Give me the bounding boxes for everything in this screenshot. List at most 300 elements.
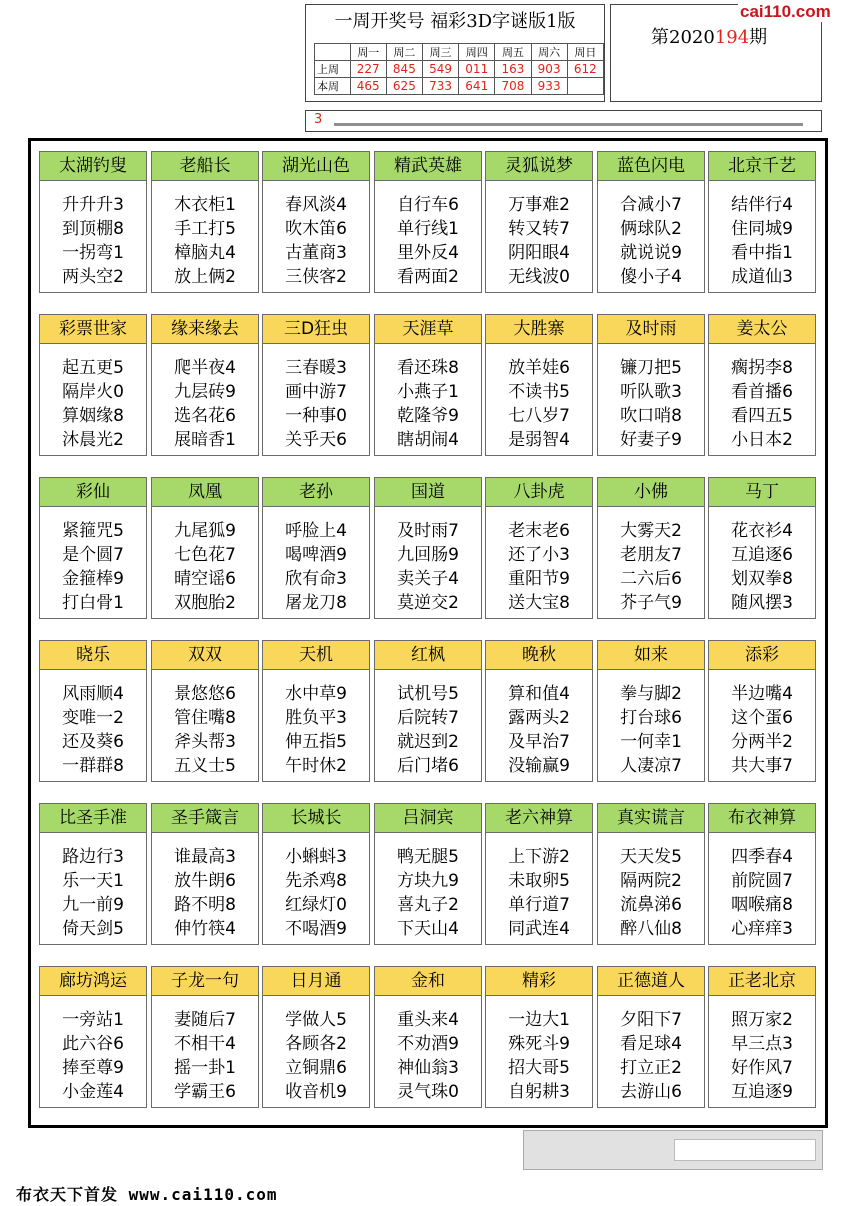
- corner-cell: [315, 44, 351, 61]
- riddle-line: 及早治7: [508, 732, 570, 752]
- riddle-line: 不劝酒9: [397, 1034, 459, 1054]
- riddle-line: 四季春4: [731, 847, 793, 867]
- riddle-line: 芥子气9: [620, 593, 682, 613]
- draw-number: 227: [350, 61, 386, 78]
- strip-rule: [334, 123, 803, 126]
- riddle-line: 胜负平3: [285, 708, 347, 728]
- draw-number: 465: [350, 78, 386, 95]
- card-riddle-lines: [486, 670, 592, 778]
- card-author: 圣手箴言: [152, 804, 258, 833]
- riddle-line: 关乎天6: [285, 430, 347, 450]
- riddle-line: 小蝌蚪3: [285, 847, 347, 867]
- riddle-line: 捧至尊9: [62, 1058, 124, 1078]
- riddle-line: 卖关子4: [397, 569, 459, 589]
- riddle-line: 重头来4: [397, 1010, 459, 1030]
- card-riddle-lines: [152, 996, 258, 1104]
- riddle-line: 到顶棚8: [62, 219, 124, 239]
- riddle-card: [597, 151, 705, 293]
- riddle-line: 招大哥5: [508, 1058, 570, 1078]
- riddle-line: 一种事0: [285, 406, 347, 426]
- riddle-line: 放羊娃6: [508, 358, 570, 378]
- riddle-line: 吹木笛6: [285, 219, 347, 239]
- riddle-line: 人凄凉7: [620, 756, 682, 776]
- riddle-line: 老末老6: [508, 521, 570, 541]
- weekday-cell: 周日: [567, 44, 603, 61]
- card-author: 蓝色闪电: [598, 152, 704, 181]
- riddle-line: 老朋友7: [620, 545, 682, 565]
- card-author: 老船长: [152, 152, 258, 181]
- riddle-line: 隔两院2: [620, 871, 682, 891]
- riddle-line: 单行道7: [508, 895, 570, 915]
- card-author: 布衣神算: [709, 804, 815, 833]
- card-author: 小佛: [598, 478, 704, 507]
- riddle-card: [485, 803, 593, 945]
- weekday-header-row: [315, 44, 604, 61]
- riddle-line: 就说说9: [620, 243, 682, 263]
- riddle-line: 立铜鼎6: [285, 1058, 347, 1078]
- riddle-line: 自行车6: [397, 195, 459, 215]
- card-riddle-lines: [263, 670, 369, 778]
- card-author: 姜太公: [709, 315, 815, 344]
- riddle-line: 后门堵6: [397, 756, 459, 776]
- riddle-line: 看中指1: [731, 243, 793, 263]
- riddle-line: 呼脸上4: [285, 521, 347, 541]
- card-riddle-lines: [709, 181, 815, 289]
- riddle-line: 小燕子1: [397, 382, 459, 402]
- riddle-line: 景悠悠6: [174, 684, 236, 704]
- riddle-card: [151, 966, 259, 1108]
- riddle-line: 九尾狐9: [174, 521, 236, 541]
- draw-number: 845: [386, 61, 422, 78]
- riddle-line: 还及葵6: [62, 732, 124, 752]
- riddle-line: 选名花6: [174, 406, 236, 426]
- riddle-line: 露两头2: [508, 708, 570, 728]
- issue-label: [651, 23, 767, 49]
- card-riddle-lines: [40, 507, 146, 615]
- riddle-card: [262, 640, 370, 782]
- riddle-card: [151, 640, 259, 782]
- card-author: 双双: [152, 641, 258, 670]
- riddle-board: [28, 138, 828, 1128]
- riddle-line: 九层砖9: [174, 382, 236, 402]
- riddle-line: 斧头帮3: [174, 732, 236, 752]
- riddle-line: 半边嘴4: [731, 684, 793, 704]
- riddle-card: [374, 640, 482, 782]
- riddle-line: 下天山4: [397, 919, 459, 939]
- last-week-row: [315, 61, 604, 78]
- riddle-card: [374, 803, 482, 945]
- riddle-line: 共大事7: [731, 756, 793, 776]
- riddle-line: 结伴行4: [731, 195, 793, 215]
- card-author: 天机: [263, 641, 369, 670]
- riddle-card: [374, 151, 482, 293]
- card-riddle-lines: [375, 344, 481, 452]
- riddle-line: 里外反4: [397, 243, 459, 263]
- riddle-card: [262, 966, 370, 1108]
- riddle-line: 咽喉痛8: [731, 895, 793, 915]
- draw-number: 641: [459, 78, 495, 95]
- riddle-line: 醉八仙8: [620, 919, 682, 939]
- card-riddle-lines: [263, 507, 369, 615]
- riddle-line: 三春暖3: [285, 358, 347, 378]
- riddle-line: 双胞胎2: [174, 593, 236, 613]
- riddle-line: 转又转7: [508, 219, 570, 239]
- riddle-line: 镰刀把5: [620, 358, 682, 378]
- draw-number: 625: [386, 78, 422, 95]
- page-title: 一周开奖号 福彩3D字谜版1版: [334, 11, 576, 32]
- riddle-line: 算和值4: [508, 684, 570, 704]
- site-logo[interactable]: cai110.com: [740, 2, 831, 21]
- riddle-line: 灵气珠0: [397, 1082, 459, 1102]
- riddle-card: [485, 151, 593, 293]
- riddle-card: [597, 314, 705, 456]
- riddle-line: 是弱智4: [508, 430, 570, 450]
- riddle-card: [485, 640, 593, 782]
- riddle-line: 划双拳8: [731, 569, 793, 589]
- riddle-line: 无线波0: [508, 267, 570, 287]
- riddle-line: 手工打5: [174, 219, 236, 239]
- riddle-card: [151, 314, 259, 456]
- draw-number: 163: [495, 61, 531, 78]
- riddle-line: 听队歌3: [620, 382, 682, 402]
- riddle-line: 九一前9: [62, 895, 124, 915]
- riddle-line: 放上俩2: [174, 267, 236, 287]
- card-author: 吕洞宾: [375, 804, 481, 833]
- riddle-line: 各顾各2: [285, 1034, 347, 1054]
- riddle-line: 互追逐9: [731, 1082, 793, 1102]
- riddle-card: [708, 966, 816, 1108]
- riddle-card: [485, 314, 593, 456]
- riddle-card: [262, 314, 370, 456]
- draw-number: 612: [567, 61, 603, 78]
- card-riddle-lines: [486, 833, 592, 941]
- riddle-line: 后院转7: [397, 708, 459, 728]
- card-riddle-lines: [375, 833, 481, 941]
- card-riddle-lines: [375, 507, 481, 615]
- riddle-line: 沐晨光2: [62, 430, 124, 450]
- card-author: 灵狐说梦: [486, 152, 592, 181]
- riddle-card: [597, 640, 705, 782]
- card-author: 精彩: [486, 967, 592, 996]
- card-author: 晓乐: [40, 641, 146, 670]
- weekday-cell: 周三: [422, 44, 458, 61]
- draw-number: 733: [422, 78, 458, 95]
- riddle-line: 一群群8: [62, 756, 124, 776]
- riddle-line: 及时雨7: [397, 521, 459, 541]
- riddle-line: 试机号5: [397, 684, 459, 704]
- riddle-line: 傻小子4: [620, 267, 682, 287]
- footer-inner-box: [674, 1139, 816, 1161]
- card-author: 子龙一句: [152, 967, 258, 996]
- riddle-line: 还了小3: [508, 545, 570, 565]
- card-author: 金和: [375, 967, 481, 996]
- riddle-line: 晴空谣6: [174, 569, 236, 589]
- draw-number: 933: [531, 78, 567, 95]
- riddle-line: 隔岸火0: [62, 382, 124, 402]
- riddle-line: 互追逐6: [731, 545, 793, 565]
- riddle-line: 就迟到2: [397, 732, 459, 752]
- card-author: 老六神算: [486, 804, 592, 833]
- riddle-line: 未取卵5: [508, 871, 570, 891]
- card-riddle-lines: [598, 996, 704, 1104]
- card-riddle-lines: [263, 833, 369, 941]
- riddle-line: 升升升3: [62, 195, 124, 215]
- riddle-card: [708, 477, 816, 619]
- card-author: 凤凰: [152, 478, 258, 507]
- card-author: 廊坊鸿运: [40, 967, 146, 996]
- riddle-line: 上下游2: [508, 847, 570, 867]
- riddle-line: 俩球队2: [620, 219, 682, 239]
- riddle-line: 二六后6: [620, 569, 682, 589]
- riddle-line: 看还珠8: [397, 358, 459, 378]
- riddle-card: [597, 966, 705, 1108]
- riddle-line: 欣有命3: [285, 569, 347, 589]
- riddle-card: [39, 477, 147, 619]
- riddle-line: 一边大1: [508, 1010, 570, 1030]
- riddle-line: 木衣柜1: [174, 195, 236, 215]
- issue-prefix: 第2020: [651, 27, 715, 48]
- card-riddle-lines: [486, 181, 592, 289]
- footer-box: [523, 1130, 823, 1170]
- riddle-card: [151, 803, 259, 945]
- footer-publisher: 布衣天下首发 www.cai110.com: [16, 1185, 278, 1204]
- riddle-card: [39, 803, 147, 945]
- riddle-line: 重阳节9: [508, 569, 570, 589]
- riddle-line: 住同城9: [731, 219, 793, 239]
- riddle-card: [485, 477, 593, 619]
- row-label: 上周: [315, 61, 351, 78]
- draw-number: 011: [459, 61, 495, 78]
- issue-suffix: 期: [749, 27, 768, 48]
- riddle-card: [374, 477, 482, 619]
- riddle-line: 阴阳眼4: [508, 243, 570, 263]
- weekday-cell: 周四: [459, 44, 495, 61]
- riddle-line: 看首播6: [731, 382, 793, 402]
- riddle-card: [374, 314, 482, 456]
- issue-number: 194: [714, 27, 750, 48]
- card-author: 长城长: [263, 804, 369, 833]
- weekday-cell: 周五: [495, 44, 531, 61]
- card-riddle-lines: [709, 344, 815, 452]
- row-label: 本周: [315, 78, 351, 95]
- riddle-line: 水中草9: [285, 684, 347, 704]
- riddle-card: [262, 151, 370, 293]
- riddle-line: 倚天剑5: [62, 919, 124, 939]
- weekday-cell: 周六: [531, 44, 567, 61]
- weekly-draw-table: [314, 43, 604, 95]
- card-riddle-lines: [375, 181, 481, 289]
- riddle-line: 七色花7: [174, 545, 236, 565]
- card-riddle-lines: [598, 670, 704, 778]
- riddle-card: [374, 966, 482, 1108]
- card-author: 添彩: [709, 641, 815, 670]
- card-riddle-lines: [152, 670, 258, 778]
- card-author: 真实谎言: [598, 804, 704, 833]
- riddle-card: [39, 640, 147, 782]
- card-author: 北京千艺: [709, 152, 815, 181]
- card-riddle-lines: [598, 181, 704, 289]
- card-riddle-lines: [40, 181, 146, 289]
- riddle-line: 此六谷6: [62, 1034, 124, 1054]
- riddle-line: 九回肠9: [397, 545, 459, 565]
- riddle-line: 瘸拐李8: [731, 358, 793, 378]
- this-week-row: [315, 78, 604, 95]
- riddle-line: 没输赢9: [508, 756, 570, 776]
- header-strip: [305, 110, 822, 132]
- riddle-line: 打立正2: [620, 1058, 682, 1078]
- card-riddle-lines: [40, 670, 146, 778]
- riddle-line: 天天发5: [620, 847, 682, 867]
- riddle-line: 学霸王6: [174, 1082, 236, 1102]
- riddle-line: 妻随后7: [174, 1010, 236, 1030]
- card-riddle-lines: [152, 833, 258, 941]
- riddle-card: [151, 477, 259, 619]
- riddle-line: 流鼻涕6: [620, 895, 682, 915]
- riddle-card: [262, 477, 370, 619]
- card-riddle-lines: [709, 670, 815, 778]
- card-riddle-lines: [375, 670, 481, 778]
- riddle-line: 路不明8: [174, 895, 236, 915]
- riddle-line: 是个圆7: [62, 545, 124, 565]
- card-riddle-lines: [598, 507, 704, 615]
- card-author: 国道: [375, 478, 481, 507]
- riddle-card: [39, 314, 147, 456]
- card-author: 晚秋: [486, 641, 592, 670]
- riddle-line: 喜丸子2: [397, 895, 459, 915]
- card-riddle-lines: [709, 833, 815, 941]
- riddle-card: [151, 151, 259, 293]
- riddle-line: 算姻缘8: [62, 406, 124, 426]
- riddle-line: 殊死斗9: [508, 1034, 570, 1054]
- card-riddle-lines: [40, 833, 146, 941]
- riddle-line: 成道仙3: [731, 267, 793, 287]
- card-riddle-lines: [40, 344, 146, 452]
- riddle-card: [708, 151, 816, 293]
- card-riddle-lines: [152, 507, 258, 615]
- riddle-line: 五义士5: [174, 756, 236, 776]
- riddle-line: 三侠客2: [285, 267, 347, 287]
- card-riddle-lines: [152, 181, 258, 289]
- riddle-line: 看两面2: [397, 267, 459, 287]
- card-author: 马丁: [709, 478, 815, 507]
- riddle-line: 不喝酒9: [285, 919, 347, 939]
- draw-number: 708: [495, 78, 531, 95]
- riddle-line: 莫逆交2: [397, 593, 459, 613]
- riddle-card: [708, 640, 816, 782]
- riddle-line: 放牛朗6: [174, 871, 236, 891]
- card-riddle-lines: [486, 507, 592, 615]
- riddle-line: 一旁站1: [62, 1010, 124, 1030]
- riddle-line: 心痒痒3: [731, 919, 793, 939]
- riddle-line: 展暗香1: [174, 430, 236, 450]
- card-riddle-lines: [709, 507, 815, 615]
- riddle-line: 收音机9: [285, 1082, 347, 1102]
- riddle-line: 画中游7: [285, 382, 347, 402]
- riddle-card: [597, 477, 705, 619]
- card-author: 八卦虎: [486, 478, 592, 507]
- riddle-line: 谁最高3: [174, 847, 236, 867]
- riddle-line: 吹口哨8: [620, 406, 682, 426]
- riddle-line: 喝啤酒9: [285, 545, 347, 565]
- card-riddle-lines: [40, 996, 146, 1104]
- riddle-line: 摇一卦1: [174, 1058, 236, 1078]
- riddle-line: 拳与脚2: [620, 684, 682, 704]
- card-author: 天涯草: [375, 315, 481, 344]
- riddle-line: 爬半夜4: [174, 358, 236, 378]
- riddle-line: 看足球4: [620, 1034, 682, 1054]
- riddle-card: [597, 803, 705, 945]
- strip-mark: 3: [314, 112, 323, 127]
- riddle-line: 学做人5: [285, 1010, 347, 1030]
- riddle-line: 紧箍咒5: [62, 521, 124, 541]
- card-author: 大胜寨: [486, 315, 592, 344]
- card-author: 如来: [598, 641, 704, 670]
- riddle-card: [708, 803, 816, 945]
- riddle-line: 去游山6: [620, 1082, 682, 1102]
- card-riddle-lines: [598, 833, 704, 941]
- riddle-line: 瞎胡闹4: [397, 430, 459, 450]
- riddle-line: 起五更5: [62, 358, 124, 378]
- riddle-line: 自躬耕3: [508, 1082, 570, 1102]
- riddle-line: 屠龙刀8: [285, 593, 347, 613]
- riddle-line: 早三点3: [731, 1034, 793, 1054]
- riddle-line: 伸五指5: [285, 732, 347, 752]
- riddle-line: 打白骨1: [62, 593, 124, 613]
- riddle-line: 路边行3: [62, 847, 124, 867]
- card-riddle-lines: [263, 996, 369, 1104]
- riddle-line: 樟脑丸4: [174, 243, 236, 263]
- riddle-card: [262, 803, 370, 945]
- riddle-line: 神仙翁3: [397, 1058, 459, 1078]
- card-riddle-lines: [263, 181, 369, 289]
- card-author: 彩票世家: [40, 315, 146, 344]
- riddle-line: 方块九9: [397, 871, 459, 891]
- card-author: 老孙: [263, 478, 369, 507]
- card-riddle-lines: [598, 344, 704, 452]
- card-author: 红枫: [375, 641, 481, 670]
- riddle-line: 照万家2: [731, 1010, 793, 1030]
- riddle-line: 看四五5: [731, 406, 793, 426]
- riddle-line: 花衣衫4: [731, 521, 793, 541]
- card-author: 彩仙: [40, 478, 146, 507]
- card-author: 太湖钓叟: [40, 152, 146, 181]
- card-author: 精武英雄: [375, 152, 481, 181]
- riddle-line: 伸竹筷4: [174, 919, 236, 939]
- riddle-line: 小日本2: [731, 430, 793, 450]
- card-author: 正老北京: [709, 967, 815, 996]
- card-author: 三D狂虫: [263, 315, 369, 344]
- draw-number: 903: [531, 61, 567, 78]
- weekday-cell: 周一: [350, 44, 386, 61]
- riddle-line: 七八岁7: [508, 406, 570, 426]
- riddle-line: 一拐弯1: [62, 243, 124, 263]
- riddle-line: 红绿灯0: [285, 895, 347, 915]
- riddle-line: 合减小7: [620, 195, 682, 215]
- card-author: 比圣手准: [40, 804, 146, 833]
- riddle-line: 乐一天1: [62, 871, 124, 891]
- card-riddle-lines: [375, 996, 481, 1104]
- card-author: 日月通: [263, 967, 369, 996]
- card-author: 及时雨: [598, 315, 704, 344]
- riddle-line: 乾隆爷9: [397, 406, 459, 426]
- riddle-line: 风雨顺4: [62, 684, 124, 704]
- riddle-line: 同武连4: [508, 919, 570, 939]
- riddle-line: 分两半2: [731, 732, 793, 752]
- draw-number: [567, 78, 603, 95]
- riddle-line: 不读书5: [508, 382, 570, 402]
- riddle-line: 前院圆7: [731, 871, 793, 891]
- riddle-line: 小金莲4: [62, 1082, 124, 1102]
